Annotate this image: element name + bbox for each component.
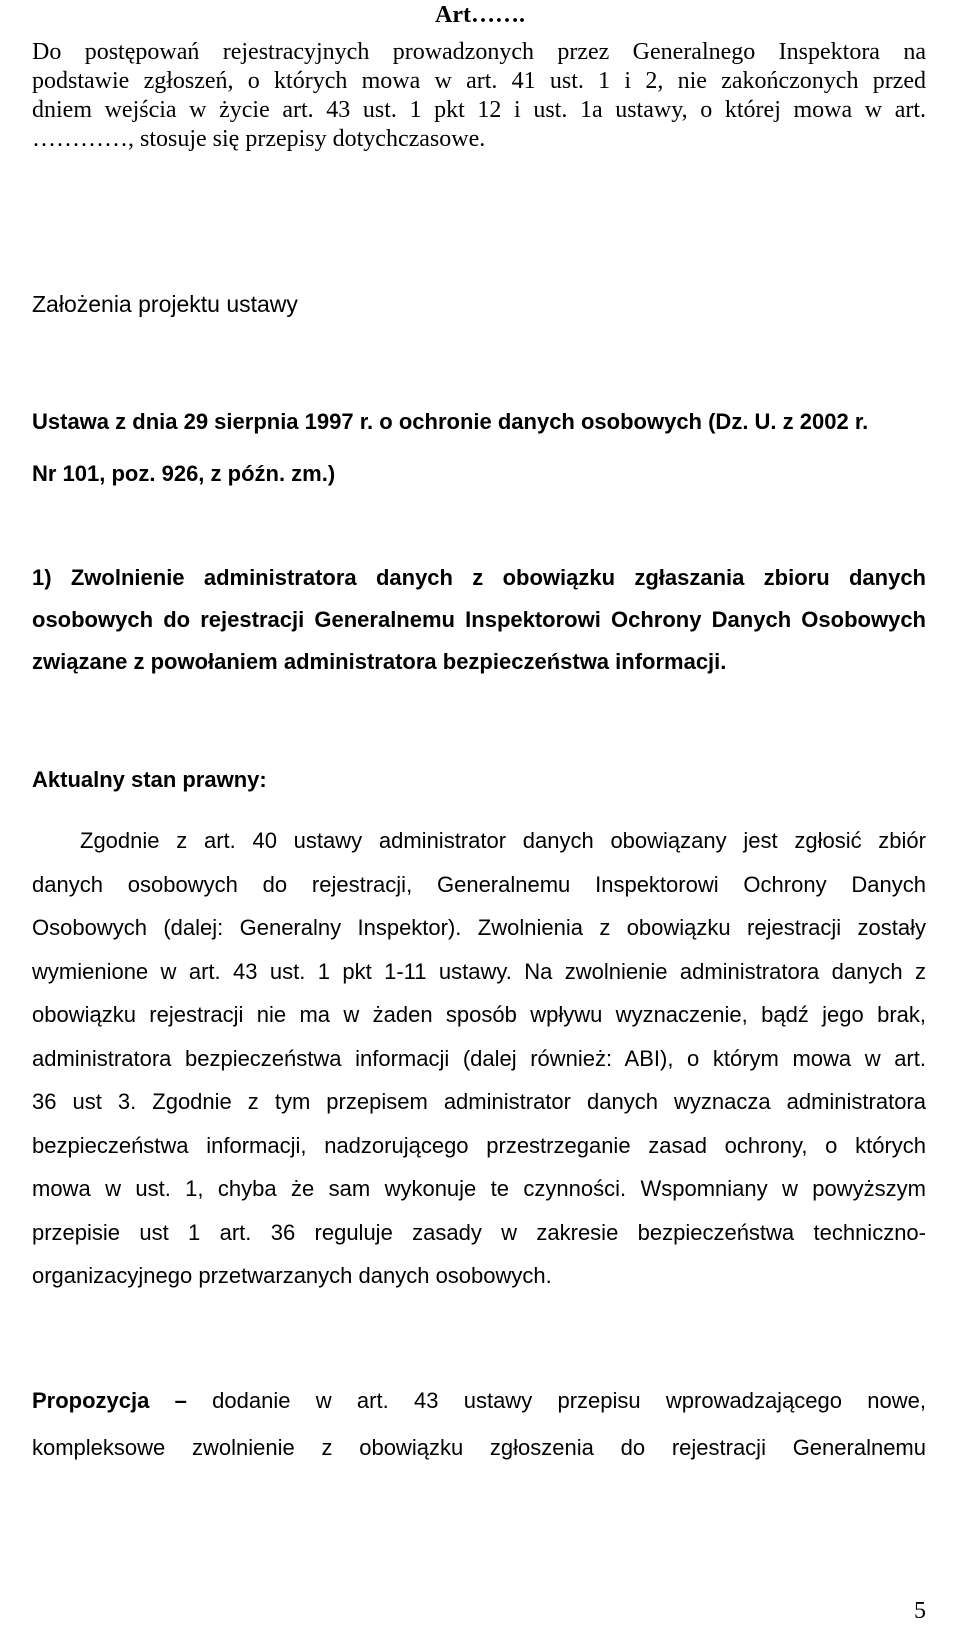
body-line: bezpieczeństwa informacji, nadzorującego przestrzeganie zasad ochrony, o których: [32, 1132, 926, 1158]
item-line: związane z powołaniem administratora bezpieczeństwa informacji.: [32, 649, 727, 674]
paragraph-line: dniem wejścia w życie art. 43 ust. 1 pkt 12 i ust. 1a ustawy, o której mowa w art.: [32, 97, 926, 123]
body-line: organizacyjnego przetwarzanych danych osobowych.: [32, 1263, 552, 1288]
body-line: wymienione w art. 43 ust. 1 pkt 1-11 ustawy. Na zwolnienie administratora danych z: [32, 958, 926, 984]
body-line: Osobowych (dalej: Generalny Inspektor). Zwolnienia z obowiązku rejestracji zostały: [32, 915, 926, 940]
page-number: 5: [914, 1598, 926, 1624]
legal-state-heading: Aktualny stan prawny:: [32, 767, 267, 792]
proposal-text: dodanie w art. 43 ustawy przepisu wprowadzającego nowe,: [212, 1388, 926, 1413]
body-line: 36 ust 3. Zgodnie z tym przepisem administrator danych wyznacza administratora: [32, 1089, 926, 1114]
legal-state-body: [32, 819, 926, 1298]
body-line: danych osobowych do rejestracji, Generalnemu Inspektorowi Ochrony Danych: [32, 871, 926, 897]
body-line: administratora bezpieczeństwa informacji (dalej również: ABI), o którym mowa w art.: [32, 1045, 926, 1071]
paragraph-line: …………, stosuje się przepisy dotychczasowe.: [32, 126, 486, 152]
item-line: 1) Zwolnienie administratora danych z obowiązku zgłaszania zbioru danych: [32, 565, 926, 590]
body-line: obowiązku rejestracji nie ma w żaden sposób wpływu wyznaczenie, bądź jego brak,: [32, 1002, 926, 1027]
transitional-provision: [32, 38, 926, 154]
law-reference: [32, 396, 926, 500]
body-line: mowa w ust. 1, chyba że sam wykonuje te czynności. Wspomniany w powyższym: [32, 1176, 926, 1201]
proposal-line: [32, 1377, 926, 1424]
body-line: Zgodnie z art. 40 ustawy administrator danych obowiązany jest zgłosić zbiór: [80, 828, 926, 853]
paragraph-line: Do postępowań rejestracyjnych prowadzonych przez Generalnego Inspektora na: [32, 39, 926, 65]
item-line: osobowych do rejestracji Generalnemu Inspektorowi Ochrony Danych Osobowych: [32, 607, 926, 632]
proposal-line: kompleksowe zwolnienie z obowiązku zgłoszenia do rejestracji Generalnemu: [32, 1435, 926, 1460]
law-reference-line: Ustawa z dnia 29 sierpnia 1997 r. o ochronie danych osobowych (Dz. U. z 2002 r.: [32, 409, 869, 434]
law-reference-line: Nr 101, poz. 926, z późn. zm.): [32, 461, 336, 486]
section-heading: Założenia projektu ustawy: [32, 291, 298, 317]
body-line: przepisie ust 1 art. 36 reguluje zasady w zakresie bezpieczeństwa techniczno-: [32, 1219, 926, 1245]
article-heading: Art…….: [435, 2, 525, 28]
proposal-paragraph: [32, 1377, 926, 1471]
item-1-heading: [32, 557, 926, 683]
proposal-label: Propozycja –: [32, 1388, 187, 1413]
paragraph-line: podstawie zgłoszeń, o których mowa w art. 41 ust. 1 i 2, nie zakończonych przed: [32, 68, 926, 94]
